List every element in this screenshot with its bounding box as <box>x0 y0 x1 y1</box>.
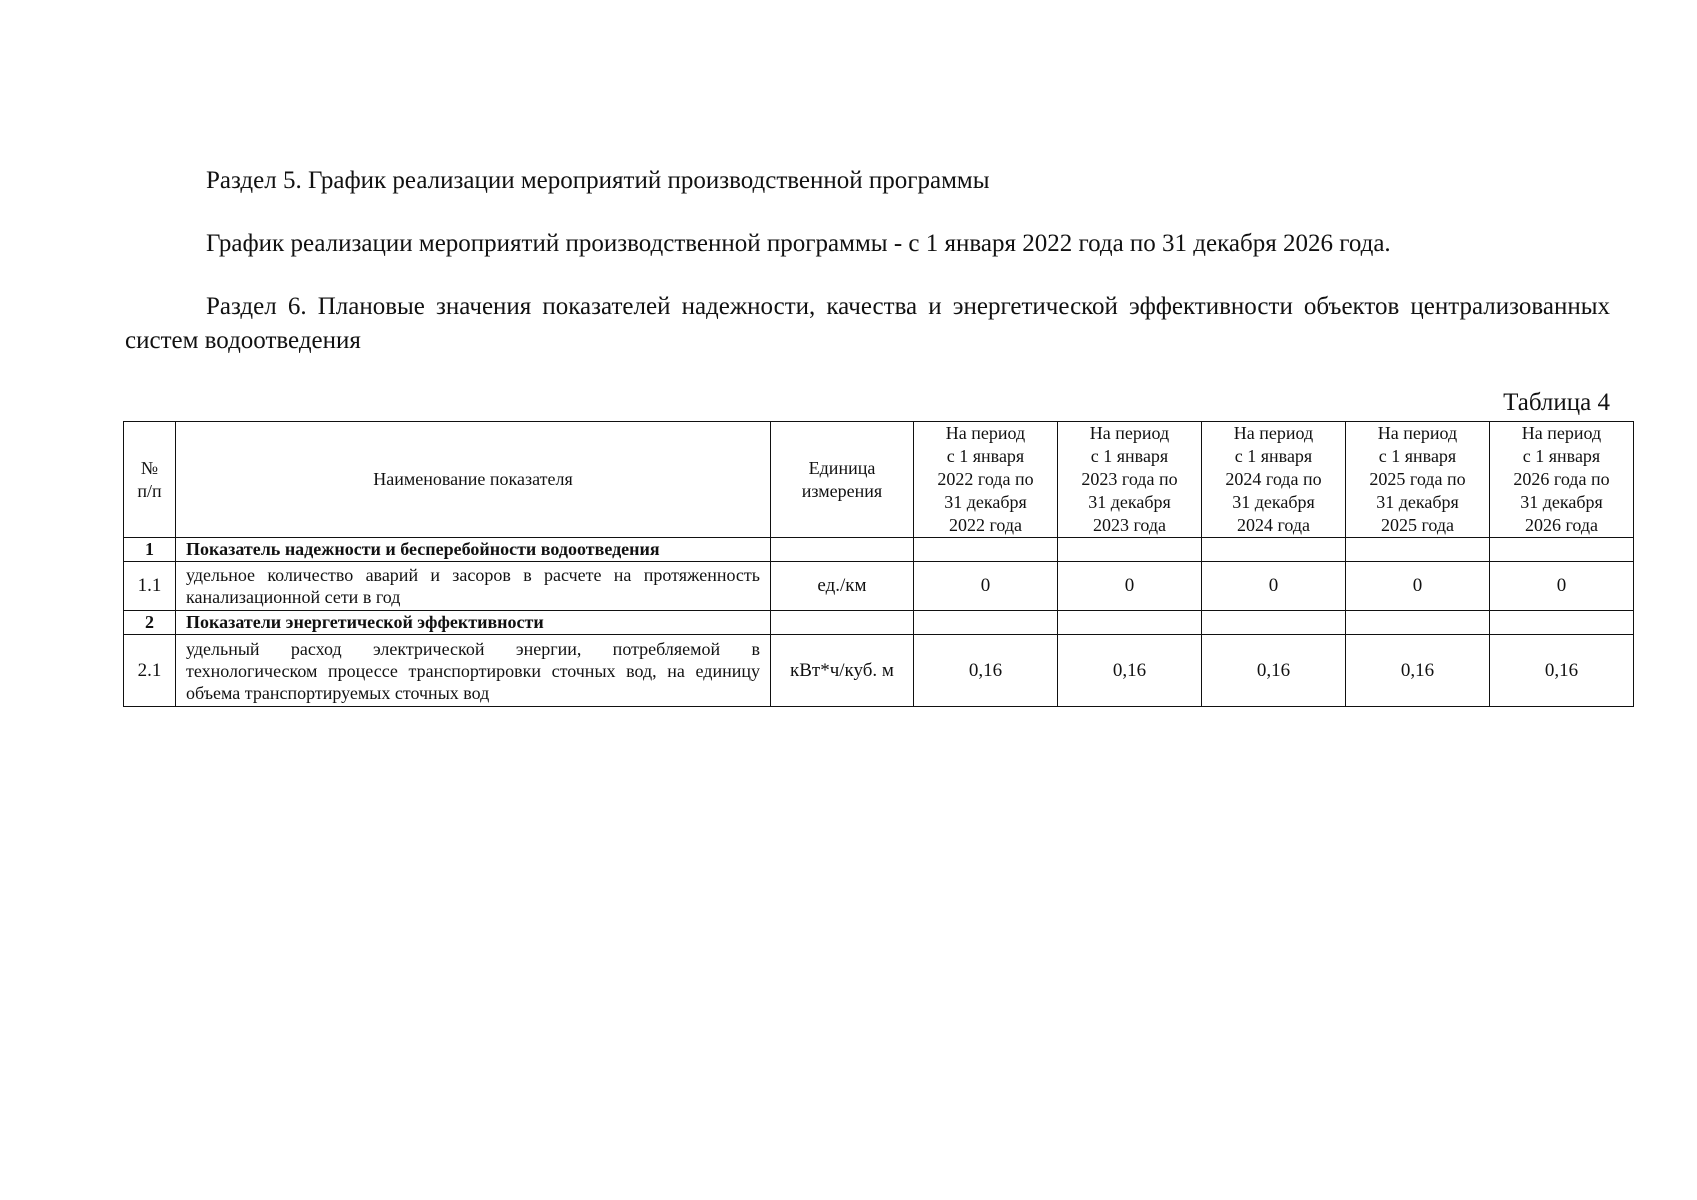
header-name: Наименование показателя <box>176 422 771 538</box>
empty-cell <box>914 538 1058 562</box>
value-2024: 0 <box>1202 562 1346 611</box>
row-name: удельное количество аварий и засоров в расчете на протяженность канализационной сети в год <box>176 562 771 611</box>
value-2024: 0,16 <box>1202 635 1346 707</box>
header-period-2025: На период с 1 января 2025 года по 31 декабря 2025 года <box>1346 422 1490 538</box>
header-period-2024: На период с 1 января 2024 года по 31 декабря 2024 года <box>1202 422 1346 538</box>
table-row <box>124 635 1634 707</box>
row-num: 1 <box>124 538 176 562</box>
row-num: 2.1 <box>124 635 176 707</box>
empty-cell <box>771 611 914 635</box>
empty-cell <box>1202 538 1346 562</box>
table-header-row <box>124 422 1634 538</box>
row-name: Показатели энергетической эффективности <box>176 611 771 635</box>
header-unit: Единица измерения <box>771 422 914 538</box>
value-2023: 0,16 <box>1058 635 1202 707</box>
header-period-2026: На период с 1 января 2026 года по 31 декабря 2026 года <box>1490 422 1634 538</box>
value-2022: 0,16 <box>914 635 1058 707</box>
empty-cell <box>1490 611 1634 635</box>
table-section-row <box>124 538 1634 562</box>
empty-cell <box>1202 611 1346 635</box>
value-2025: 0,16 <box>1346 635 1490 707</box>
header-period-2022: На период с 1 января 2022 года по 31 декабря 2022 года <box>914 422 1058 538</box>
row-num: 2 <box>124 611 176 635</box>
value-2026: 0 <box>1490 562 1634 611</box>
table-caption: Таблица 4 <box>1503 389 1610 416</box>
empty-cell <box>914 611 1058 635</box>
empty-cell <box>1490 538 1634 562</box>
header-period-2023: На период с 1 января 2023 года по 31 декабря 2023 года <box>1058 422 1202 538</box>
schedule-text: График реализации мероприятий производственной программы - с 1 января 2022 года по 31 декабря 2026 года. <box>206 230 1391 257</box>
table-row <box>124 562 1634 611</box>
empty-cell <box>1346 538 1490 562</box>
empty-cell <box>1058 538 1202 562</box>
row-name: удельный расход электрической энергии, потребляемой в технологическом процессе транспортировки сточных вод, на единицу объема транспортируемых сточных вод <box>176 635 771 707</box>
value-2026: 0,16 <box>1490 635 1634 707</box>
empty-cell <box>771 538 914 562</box>
value-2025: 0 <box>1346 562 1490 611</box>
section-6-heading: Раздел 6. Плановые значения показателей надежности, качества и энергетической эффективности объектов централизованных систем водоотведения <box>125 293 1610 354</box>
indicators-table <box>123 421 1634 707</box>
row-unit: кВт*ч/куб. м <box>771 635 914 707</box>
empty-cell <box>1346 611 1490 635</box>
value-2022: 0 <box>914 562 1058 611</box>
value-2023: 0 <box>1058 562 1202 611</box>
row-unit: ед./км <box>771 562 914 611</box>
table-section-row <box>124 611 1634 635</box>
empty-cell <box>1058 611 1202 635</box>
section-5-heading: Раздел 5. График реализации мероприятий производственной программы <box>206 167 990 194</box>
header-num: № п/п <box>124 422 176 538</box>
row-name: Показатель надежности и бесперебойности водоотведения <box>176 538 771 562</box>
row-num: 1.1 <box>124 562 176 611</box>
